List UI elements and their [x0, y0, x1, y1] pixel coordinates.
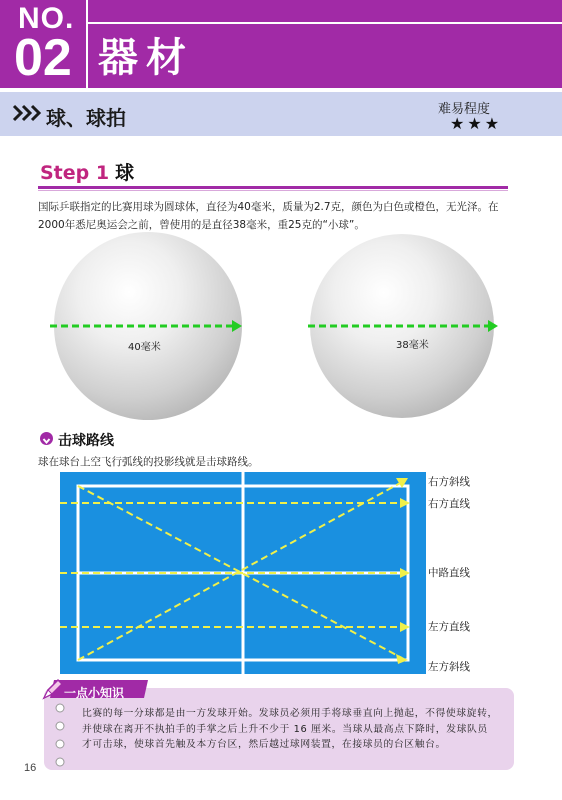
chapter-title: 器材 — [98, 35, 194, 81]
lane-label-left-straight: 左方直线 — [428, 621, 470, 633]
difficulty-label: 难易程度 — [438, 102, 491, 117]
lane-label-right-diagonal: 右方斜线 — [428, 476, 470, 488]
pencil-icon — [40, 676, 64, 702]
tip-tag-label: 一点小知识 — [64, 686, 125, 700]
chapter-number: 02 — [14, 29, 72, 87]
table-diagram — [60, 472, 426, 674]
section-title: 球、球拍 — [46, 106, 126, 130]
page-number: 16 — [24, 762, 37, 774]
ball-description: 国际乒联指定的比赛用球为圆球体，直径为40毫米，质量为2.7克，颜色为白色或橙色，无光泽。在2000年悉尼奥运会之前，曾使用的是直径38毫米，重25克的“小球”。 — [38, 201, 499, 231]
binder-rings — [52, 700, 72, 770]
chevron-down-circle-icon — [40, 432, 53, 445]
step-label: Step 1 — [40, 162, 110, 184]
lane-label-right-straight: 右方直线 — [428, 498, 470, 510]
ball-38mm-label: 38毫米 — [396, 340, 429, 351]
step-name: 球 — [115, 162, 135, 184]
lane-label-center-straight: 中路直线 — [428, 567, 470, 579]
difficulty-stars: ★★★ — [450, 114, 503, 133]
route-title: 击球路线 — [58, 433, 114, 449]
route-description: 球在球台上空飞行弧线的投影线就是击球路线。 — [38, 456, 259, 468]
tip-text: 比赛的每一分球都是由一方发球开始。发球员必须用手将球垂直向上抛起，不得使球旋转，并使球在离开不执拍手的手掌之后上升不少于 16 厘米。当球从最高点下降时，发球队员才可击球，使球首先触及本方台区，然后越过球网装置，在接球员的台区触台。 — [82, 708, 498, 750]
ball-40mm-label: 40毫米 — [128, 342, 161, 353]
chapter-no-label: NO. — [18, 2, 75, 35]
lane-label-left-diagonal: 左方斜线 — [428, 661, 470, 673]
